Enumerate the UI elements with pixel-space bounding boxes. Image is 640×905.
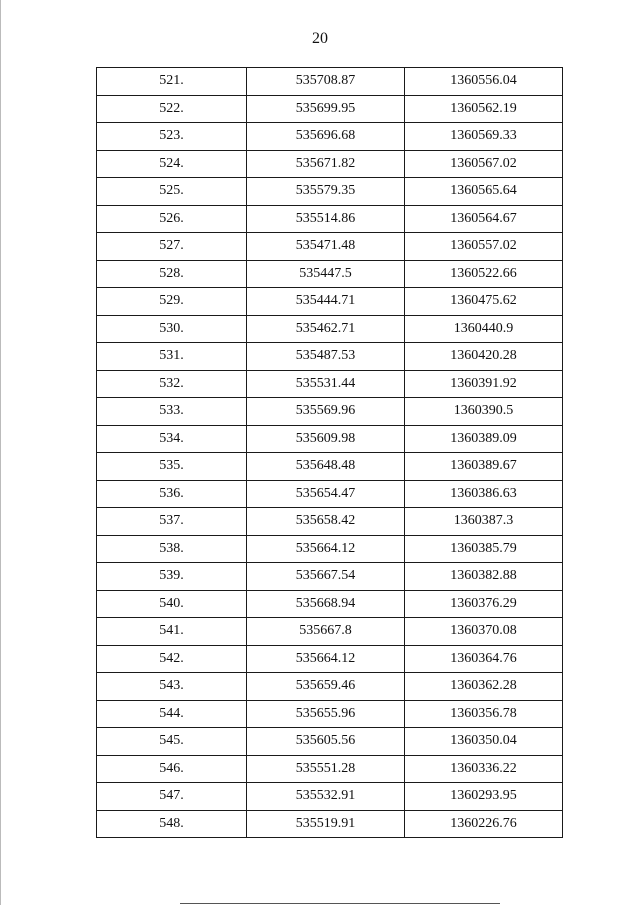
x-coordinate-cell: 535696.68	[247, 123, 405, 151]
y-coordinate-cell: 1360389.09	[405, 425, 563, 453]
y-coordinate-cell: 1360557.02	[405, 233, 563, 261]
y-coordinate-cell: 1360387.3	[405, 508, 563, 536]
table-row	[97, 783, 563, 811]
point-number-cell: 546.	[97, 755, 247, 783]
y-coordinate-cell: 1360362.28	[405, 673, 563, 701]
y-coordinate-cell: 1360382.88	[405, 563, 563, 591]
y-coordinate-cell: 1360564.67	[405, 205, 563, 233]
x-coordinate-cell: 535609.98	[247, 425, 405, 453]
y-coordinate-cell: 1360350.04	[405, 728, 563, 756]
point-number-cell: 526.	[97, 205, 247, 233]
point-number-cell: 527.	[97, 233, 247, 261]
y-coordinate-cell: 1360391.92	[405, 370, 563, 398]
table-row	[97, 645, 563, 673]
table-row	[97, 590, 563, 618]
x-coordinate-cell: 535664.12	[247, 535, 405, 563]
x-coordinate-cell: 535531.44	[247, 370, 405, 398]
page-number: 20	[312, 30, 328, 47]
table-row	[97, 288, 563, 316]
y-coordinate-cell: 1360567.02	[405, 150, 563, 178]
page-edge	[0, 0, 1, 905]
y-coordinate-cell: 1360556.04	[405, 68, 563, 96]
table-row	[97, 178, 563, 206]
y-coordinate-cell: 1360569.33	[405, 123, 563, 151]
point-number-cell: 535.	[97, 453, 247, 481]
x-coordinate-cell: 535462.71	[247, 315, 405, 343]
y-coordinate-cell: 1360336.22	[405, 755, 563, 783]
point-number-cell: 545.	[97, 728, 247, 756]
table-row	[97, 260, 563, 288]
table-row	[97, 233, 563, 261]
x-coordinate-cell: 535519.91	[247, 810, 405, 838]
y-coordinate-cell: 1360385.79	[405, 535, 563, 563]
y-coordinate-cell: 1360364.76	[405, 645, 563, 673]
x-coordinate-cell: 535708.87	[247, 68, 405, 96]
table-row	[97, 810, 563, 838]
x-coordinate-cell: 535667.8	[247, 618, 405, 646]
y-coordinate-cell: 1360440.9	[405, 315, 563, 343]
x-coordinate-cell: 535487.53	[247, 343, 405, 371]
x-coordinate-cell: 535648.48	[247, 453, 405, 481]
table-row	[97, 205, 563, 233]
x-coordinate-cell: 535551.28	[247, 755, 405, 783]
point-number-cell: 530.	[97, 315, 247, 343]
point-number-cell: 528.	[97, 260, 247, 288]
y-coordinate-cell: 1360389.67	[405, 453, 563, 481]
x-coordinate-cell: 535532.91	[247, 783, 405, 811]
x-coordinate-cell: 535664.12	[247, 645, 405, 673]
x-coordinate-cell: 535569.96	[247, 398, 405, 426]
table-row	[97, 755, 563, 783]
x-coordinate-cell: 535655.96	[247, 700, 405, 728]
y-coordinate-cell: 1360390.5	[405, 398, 563, 426]
x-coordinate-cell: 535654.47	[247, 480, 405, 508]
table-row	[97, 563, 563, 591]
point-number-cell: 544.	[97, 700, 247, 728]
x-coordinate-cell: 535668.94	[247, 590, 405, 618]
point-number-cell: 543.	[97, 673, 247, 701]
x-coordinate-cell: 535699.95	[247, 95, 405, 123]
point-number-cell: 532.	[97, 370, 247, 398]
x-coordinate-cell: 535579.35	[247, 178, 405, 206]
point-number-cell: 538.	[97, 535, 247, 563]
point-number-cell: 525.	[97, 178, 247, 206]
table-row	[97, 68, 563, 96]
table-row	[97, 95, 563, 123]
y-coordinate-cell: 1360356.78	[405, 700, 563, 728]
table-row	[97, 343, 563, 371]
table-row	[97, 700, 563, 728]
x-coordinate-cell: 535447.5	[247, 260, 405, 288]
x-coordinate-cell: 535471.48	[247, 233, 405, 261]
point-number-cell: 523.	[97, 123, 247, 151]
y-coordinate-cell: 1360386.63	[405, 480, 563, 508]
table-row	[97, 453, 563, 481]
table-row	[97, 508, 563, 536]
point-number-cell: 521.	[97, 68, 247, 96]
bottom-rule	[180, 903, 500, 904]
point-number-cell: 537.	[97, 508, 247, 536]
x-coordinate-cell: 535671.82	[247, 150, 405, 178]
table-row	[97, 370, 563, 398]
x-coordinate-cell: 535444.71	[247, 288, 405, 316]
point-number-cell: 529.	[97, 288, 247, 316]
y-coordinate-cell: 1360562.19	[405, 95, 563, 123]
coordinates-table	[96, 67, 563, 838]
table-row	[97, 425, 563, 453]
point-number-cell: 541.	[97, 618, 247, 646]
table-row	[97, 315, 563, 343]
table-row	[97, 480, 563, 508]
point-number-cell: 548.	[97, 810, 247, 838]
y-coordinate-cell: 1360376.29	[405, 590, 563, 618]
point-number-cell: 536.	[97, 480, 247, 508]
x-coordinate-cell: 535667.54	[247, 563, 405, 591]
table-row	[97, 150, 563, 178]
point-number-cell: 542.	[97, 645, 247, 673]
point-number-cell: 522.	[97, 95, 247, 123]
point-number-cell: 539.	[97, 563, 247, 591]
table-row	[97, 398, 563, 426]
y-coordinate-cell: 1360565.64	[405, 178, 563, 206]
point-number-cell: 524.	[97, 150, 247, 178]
point-number-cell: 547.	[97, 783, 247, 811]
table-row	[97, 535, 563, 563]
coordinates-table-body	[97, 68, 563, 838]
y-coordinate-cell: 1360226.76	[405, 810, 563, 838]
x-coordinate-cell: 535514.86	[247, 205, 405, 233]
table-row	[97, 123, 563, 151]
y-coordinate-cell: 1360293.95	[405, 783, 563, 811]
x-coordinate-cell: 535659.46	[247, 673, 405, 701]
table-row	[97, 673, 563, 701]
y-coordinate-cell: 1360370.08	[405, 618, 563, 646]
point-number-cell: 531.	[97, 343, 247, 371]
table-row	[97, 618, 563, 646]
x-coordinate-cell: 535658.42	[247, 508, 405, 536]
point-number-cell: 540.	[97, 590, 247, 618]
x-coordinate-cell: 535605.56	[247, 728, 405, 756]
y-coordinate-cell: 1360475.62	[405, 288, 563, 316]
y-coordinate-cell: 1360420.28	[405, 343, 563, 371]
y-coordinate-cell: 1360522.66	[405, 260, 563, 288]
point-number-cell: 533.	[97, 398, 247, 426]
point-number-cell: 534.	[97, 425, 247, 453]
table-row	[97, 728, 563, 756]
